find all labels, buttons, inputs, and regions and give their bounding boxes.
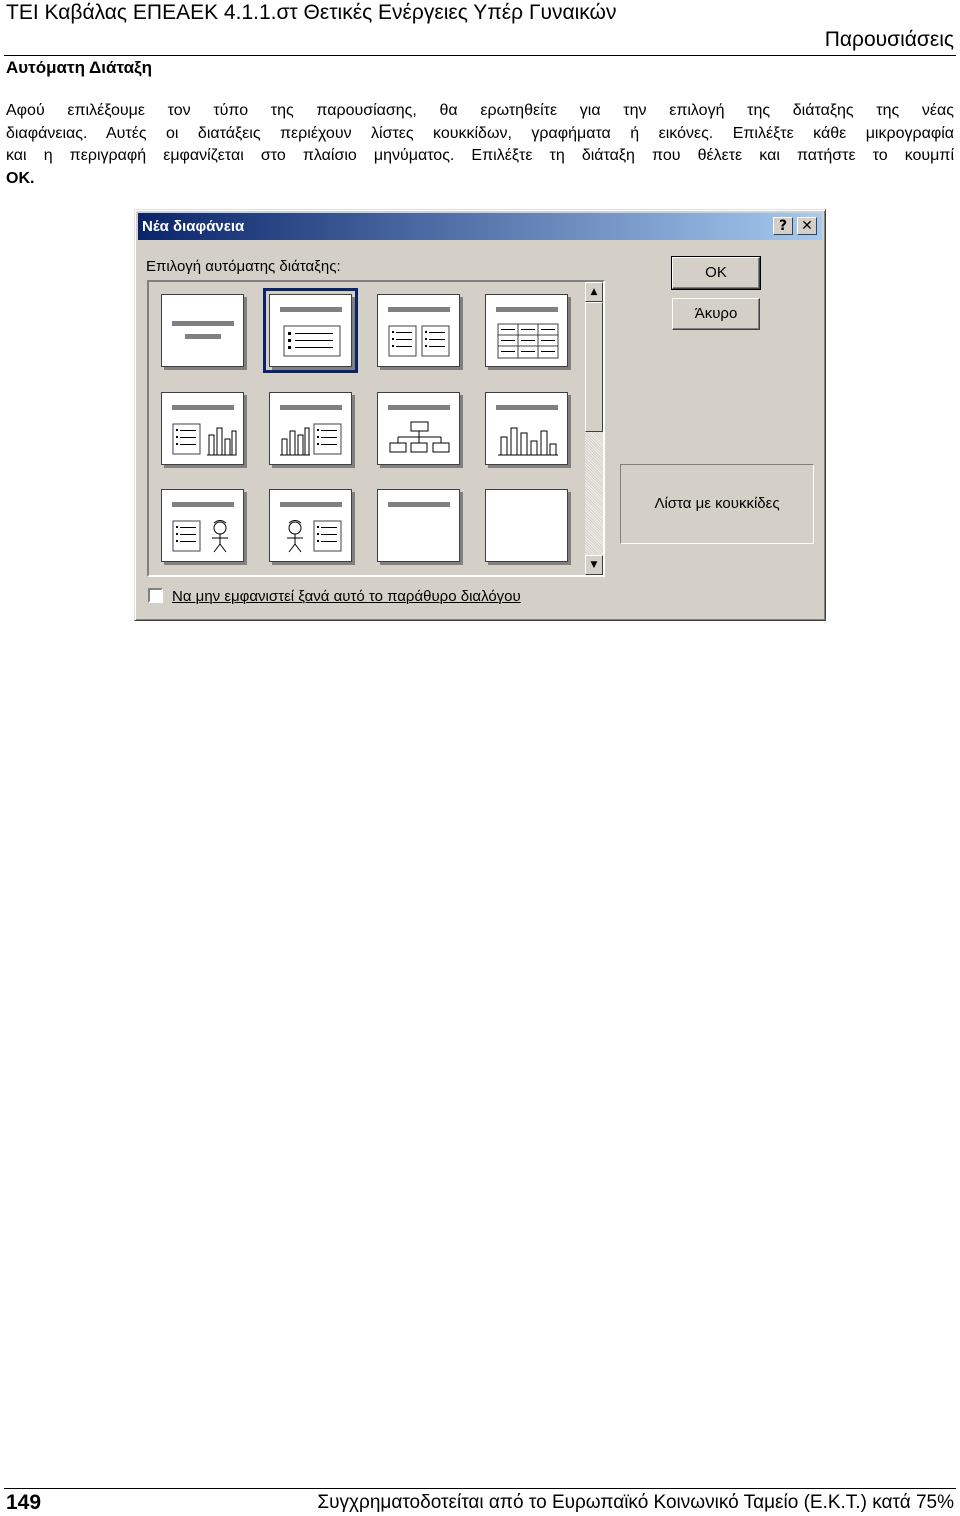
footer-divider: [4, 1488, 956, 1489]
scroll-up-arrow-icon[interactable]: ▲: [585, 282, 603, 302]
layout-title-slide[interactable]: [161, 294, 244, 367]
layout-chart-and-text-icon: [270, 393, 353, 466]
page-number: 149: [6, 1491, 42, 1514]
layout-title-slide-icon: [162, 295, 245, 368]
layout-bulleted-list-icon: [270, 295, 353, 368]
dialog-title: Νέα διαφάνεια: [142, 218, 245, 235]
layout-two-column-text-icon: [378, 295, 461, 368]
funding-note: Συγχρηματοδοτείται από το Ευρωπαϊκό Κοινωνικό Ταμείο (Ε.Κ.Τ.) κατά 75%: [317, 1492, 954, 1513]
body-paragraph: [6, 100, 954, 190]
close-button[interactable]: ✕: [797, 217, 817, 235]
layout-gallery: [147, 280, 605, 577]
layout-text-and-clip-art[interactable]: [161, 489, 244, 562]
layout-two-column-text[interactable]: [377, 294, 460, 367]
new-slide-dialog: [134, 209, 826, 621]
layout-table[interactable]: [485, 294, 568, 367]
layout-bulleted-list[interactable]: [269, 294, 352, 367]
ok-button[interactable]: ΟΚ: [672, 257, 760, 289]
paragraph-line: διαφάνειας. Αυτές οι διατάξεις περιέχουν λίστες κουκκίδων, γραφήματα ή εικόνες. Επιλέξτε κάθε μικρογραφία: [6, 124, 954, 142]
layout-chart-and-text[interactable]: [269, 392, 352, 465]
header-divider: [4, 55, 956, 56]
dialog-titlebar[interactable]: [138, 213, 822, 240]
layout-title-only-icon: [378, 490, 461, 563]
dont-show-again-checkbox[interactable]: [148, 588, 163, 603]
layout-chart[interactable]: [485, 392, 568, 465]
layout-clip-art-and-text[interactable]: [269, 489, 352, 562]
scroll-down-arrow-icon[interactable]: ▼: [585, 555, 603, 575]
section-title: Αυτόματη Διάταξη: [6, 58, 152, 77]
layout-table-icon: [486, 295, 569, 368]
page-header-section: Παρουσιάσεις: [824, 28, 954, 51]
paragraph-line: ΟΚ.: [6, 169, 35, 187]
scrollbar-thumb[interactable]: [585, 302, 603, 432]
layout-gallery-scrollbar[interactable]: [585, 282, 603, 575]
layout-chart-icon: [486, 393, 569, 466]
layout-picker-label: Επιλογή αυτόματης διάταξης:: [146, 258, 341, 275]
layout-description-box: Λίστα με κουκκίδες: [620, 464, 814, 544]
cancel-button[interactable]: Άκυρο: [672, 298, 760, 330]
layout-blank-icon: [486, 490, 569, 563]
page-header-title: ΤΕΙ Καβάλας ΕΠΕΑΕΚ 4.1.1.στ Θετικές Ενέργειες Υπέρ Γυναικών: [6, 1, 617, 24]
paragraph-line: και η περιγραφή εμφανίζεται στο πλαίσιο μηνύματος. Επιλέξτε τη διάταξη που θέλετε και πατήστε το κουμπί: [6, 147, 954, 165]
layout-organization-chart[interactable]: [377, 392, 460, 465]
dont-show-again-label[interactable]: Να μην εμφανιστεί ξανά αυτό το παράθυρο διαλόγου: [172, 588, 521, 605]
layout-text-and-chart[interactable]: [161, 392, 244, 465]
layout-text-and-chart-icon: [162, 393, 245, 466]
layout-blank[interactable]: [485, 489, 568, 562]
layout-organization-chart-icon: [378, 393, 461, 466]
layout-text-and-clip-art-icon: [162, 490, 245, 563]
layout-title-only[interactable]: [377, 489, 460, 562]
layout-clip-art-and-text-icon: [270, 490, 353, 563]
paragraph-line: Αφού επιλέξουμε τον τύπο της παρουσίασης, θα ερωτηθείτε για την επιλογή της διάταξης της νέας: [6, 102, 954, 119]
help-button[interactable]: ?: [773, 217, 793, 235]
